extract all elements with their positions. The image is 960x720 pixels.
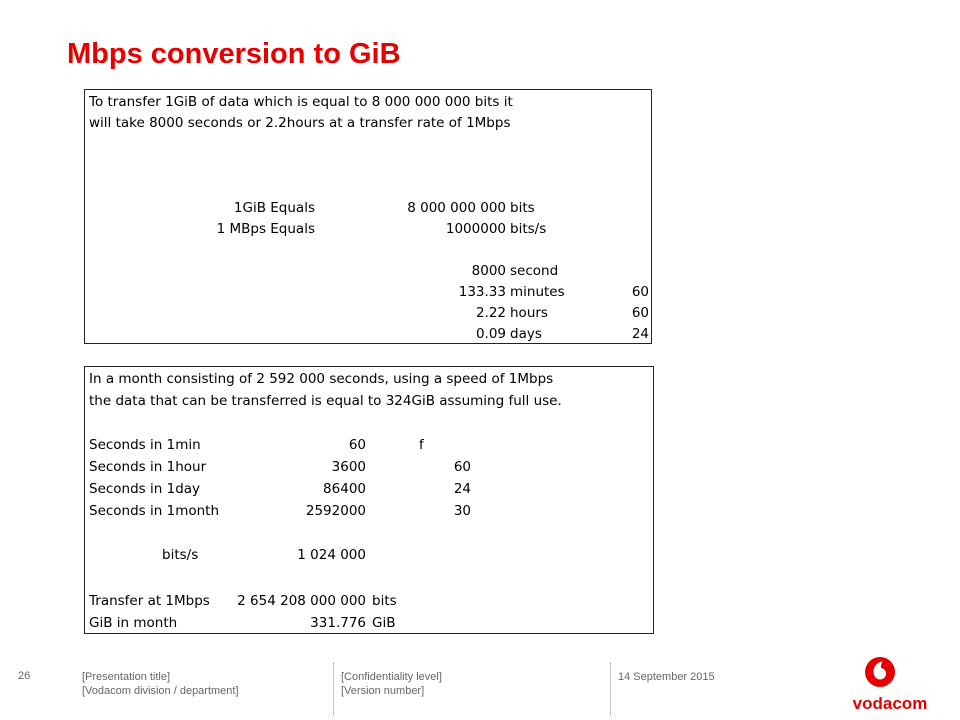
row-factor: 60: [631, 305, 649, 321]
row-value: 1000000: [445, 221, 506, 237]
bits-value: 1 024 000: [297, 547, 366, 563]
row-label: Seconds in 1day: [89, 481, 201, 497]
row-extra: f: [419, 437, 424, 453]
row-extra: 60: [453, 459, 471, 475]
row-extra: 24: [453, 481, 471, 497]
footer-presentation-info: [82, 670, 239, 698]
row-value: 2592000: [305, 503, 366, 519]
page-number: 26: [18, 670, 31, 682]
gib-label: GiB in month: [89, 615, 178, 631]
row-value: 0.09: [475, 326, 506, 342]
vodacom-speechmark-icon: [846, 655, 934, 715]
row-unit: hours: [510, 305, 548, 321]
intro-line-1: To transfer 1GiB of data which is equal to 8 000 000 000 bits it: [89, 94, 513, 110]
intro-line-1: In a month consisting of 2 592 000 seconds, using a speed of 1Mbps: [89, 371, 554, 387]
footer-doc-info: [341, 670, 442, 698]
row-unit: days: [510, 326, 542, 342]
row-label: Seconds in 1hour: [89, 459, 207, 475]
transfer-label: Transfer at 1Mbps: [89, 593, 210, 609]
row-label: 1 MBps Equals: [216, 221, 315, 237]
row-value: 8000: [471, 263, 506, 279]
footer-divider: [333, 663, 334, 715]
row-factor: 60: [631, 284, 649, 300]
row-value: 86400: [323, 481, 366, 497]
row-unit: minutes: [510, 284, 565, 300]
gib-conversion-table: [84, 89, 652, 344]
row-unit: bits: [510, 200, 535, 216]
intro-line-2: the data that can be transferred is equal to 324GiB assuming full use.: [89, 393, 562, 409]
division: [Vodacom division / department]: [82, 685, 239, 697]
row-value: 60: [348, 437, 366, 453]
footer-date: 14 September 2015: [618, 671, 715, 683]
transfer-unit: bits: [372, 593, 397, 609]
row-unit: second: [510, 263, 559, 279]
intro-line-2: will take 8000 seconds or 2.2hours at a transfer rate of 1Mbps: [89, 115, 511, 131]
monthly-transfer-table: [84, 366, 654, 634]
row-label: Seconds in 1month: [89, 503, 220, 519]
page-title: Mbps conversion to GiB: [67, 38, 401, 70]
row-extra: 30: [453, 503, 471, 519]
transfer-value: 2 654 208 000 000: [237, 593, 366, 609]
vodacom-logo: [846, 655, 934, 715]
row-label: 1GiB Equals: [233, 200, 315, 216]
confidentiality-level: [Confidentiality level]: [341, 671, 442, 683]
vodacom-wordmark: vodacom: [852, 694, 928, 713]
row-factor: 24: [631, 326, 649, 342]
presentation-title: [Presentation title]: [82, 671, 171, 683]
version-number: [Version number]: [341, 685, 425, 697]
row-value: 133.33: [458, 284, 506, 300]
gib-value: 331.776: [310, 615, 366, 631]
row-unit: bits/s: [510, 221, 547, 237]
row-value: 8 000 000 000: [407, 200, 506, 216]
bits-label: bits/s: [162, 547, 199, 563]
row-label: Seconds in 1min: [89, 437, 201, 453]
row-value: 2.22: [475, 305, 506, 321]
gib-unit: GiB: [372, 615, 396, 631]
row-value: 3600: [331, 459, 366, 475]
footer-divider: [610, 663, 611, 715]
